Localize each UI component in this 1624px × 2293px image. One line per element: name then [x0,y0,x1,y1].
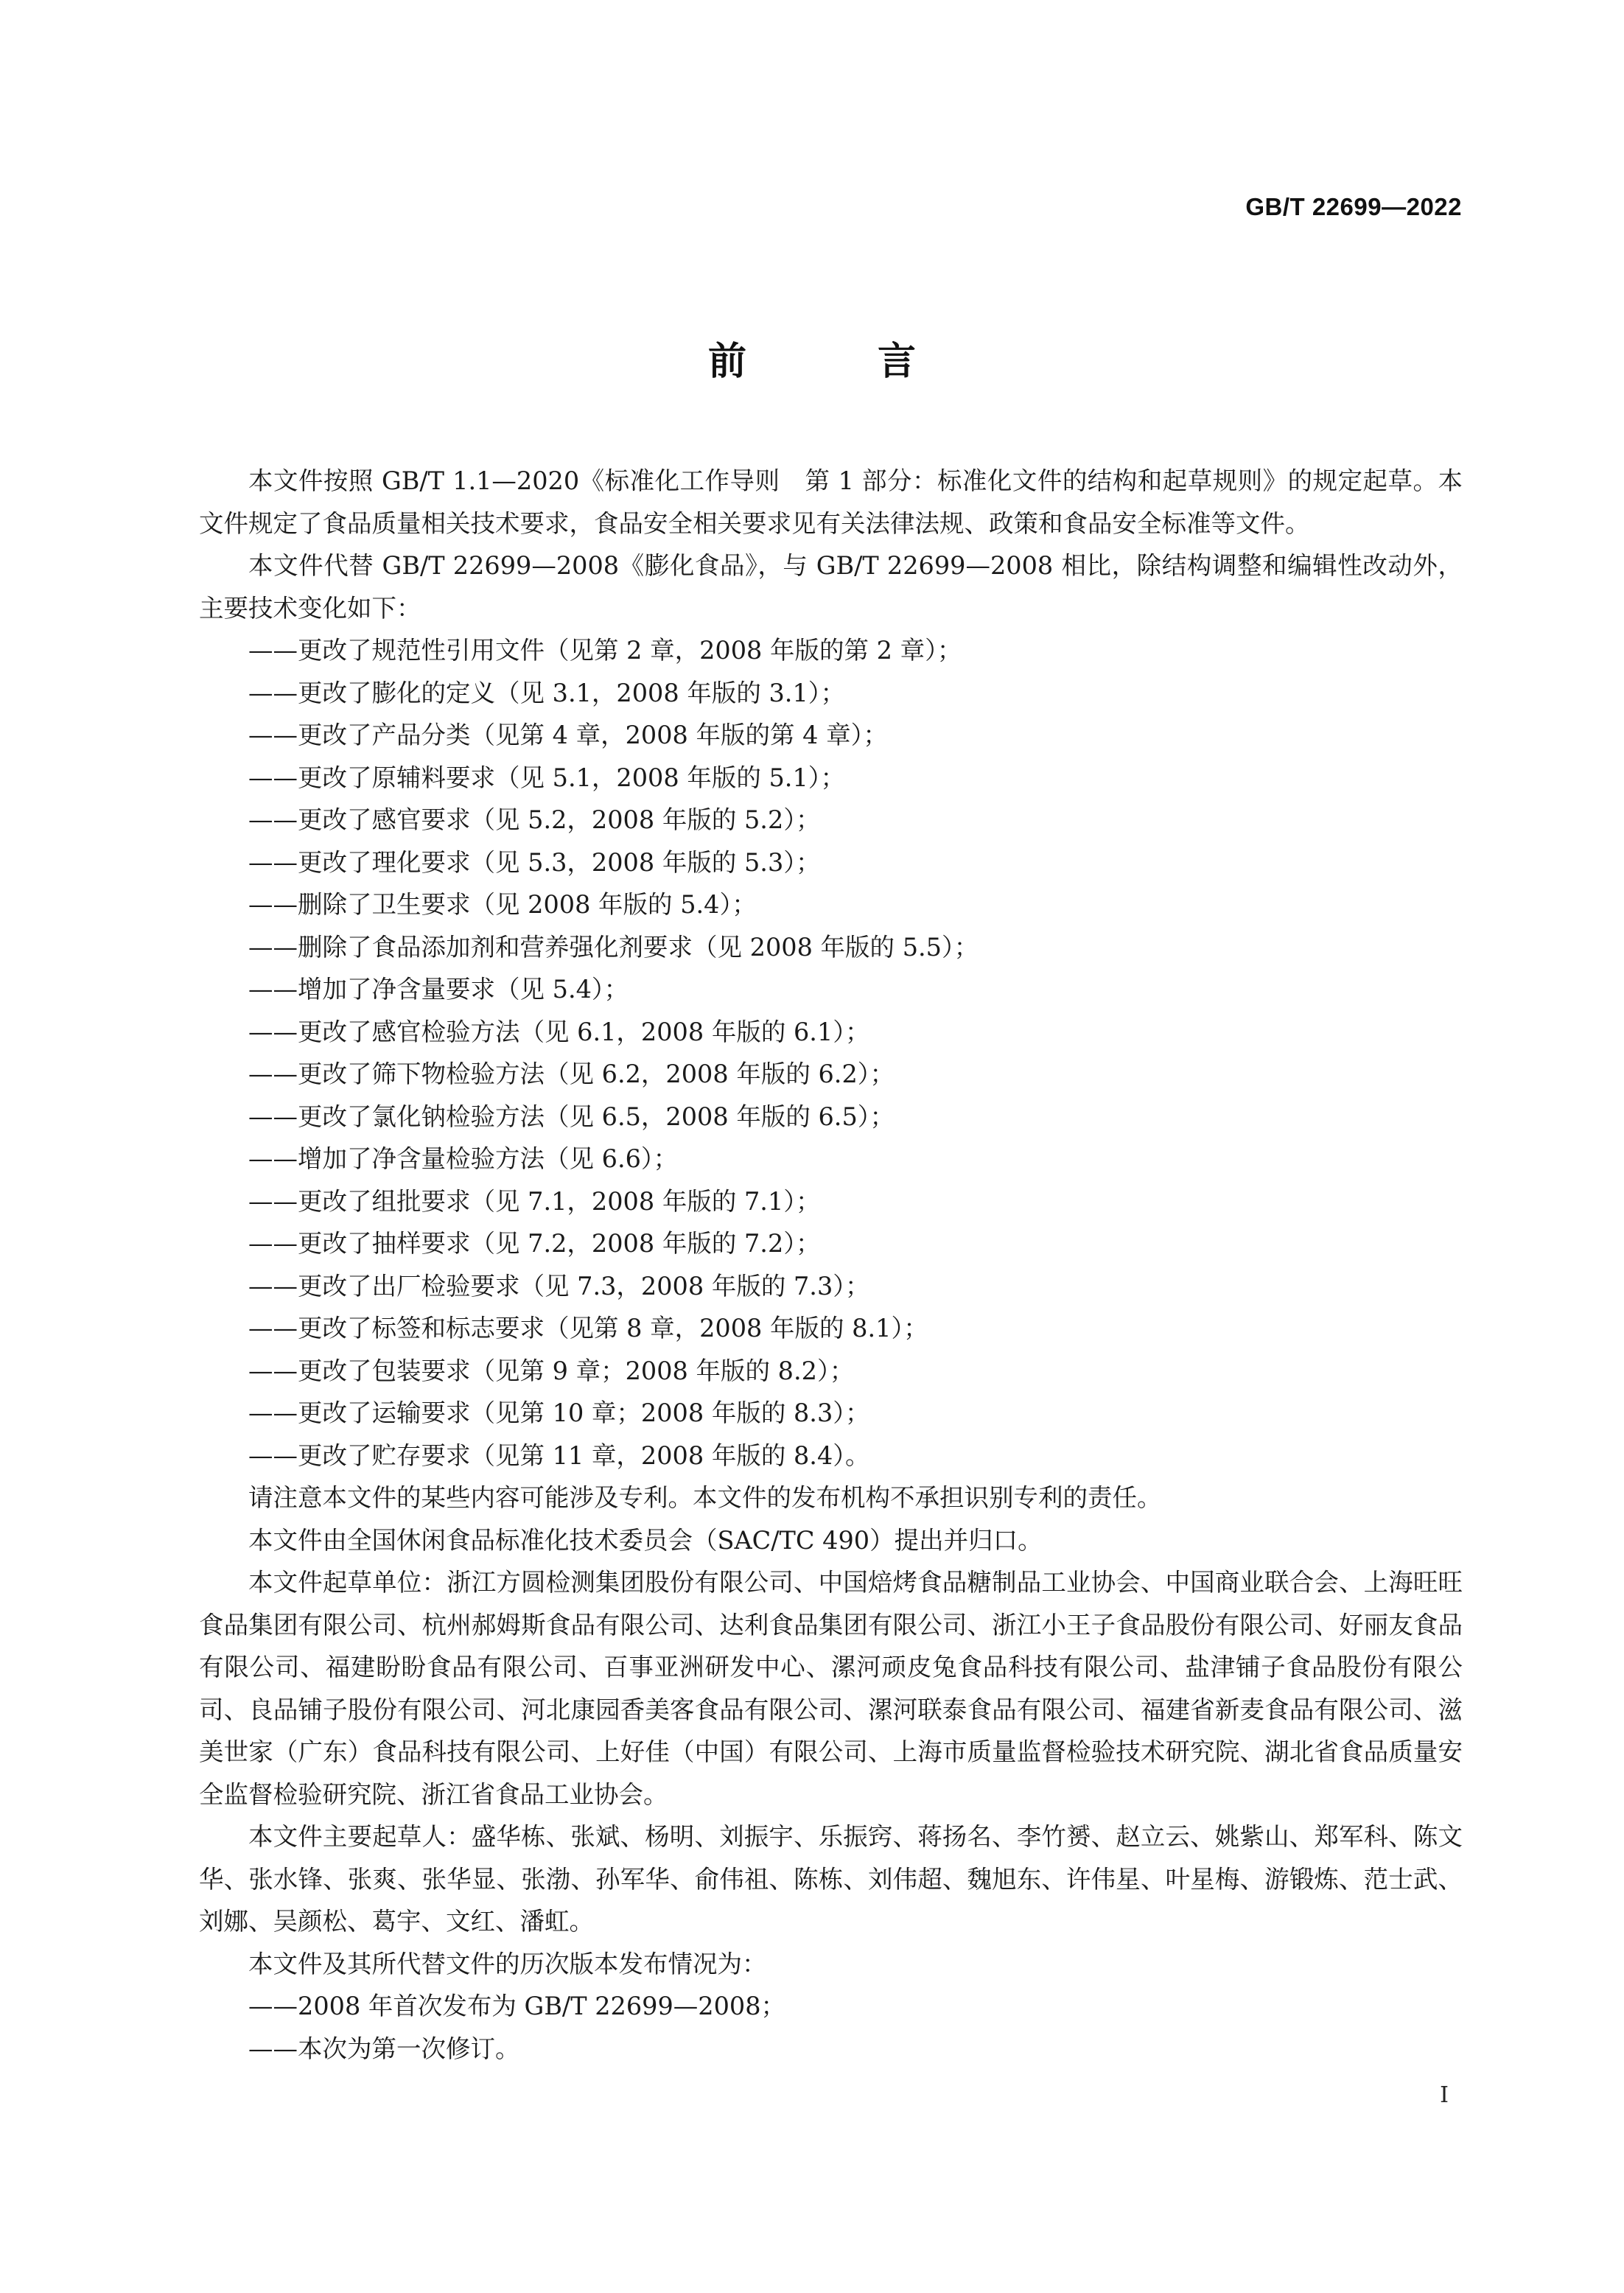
document-body [199,460,1463,2070]
intro-paragraph: 本文件按照 GB/T 1.1—2020《标准化工作导则 第 1 部分：标准化文件的结构和起草规则》的规定起草。本文件规定了食品质量相关技术要求，食品安全相关要求见有关法律法规、政策和食品安全标准等文件。 [199,466,1463,538]
list-item: ——更改了理化要求（见 5.3，2008 年版的 5.3）； [248,847,821,877]
drafting-units-paragraph: 本文件起草单位：浙江方圆检测集团股份有限公司、中国焙烤食品糖制品工业协会、中国商业联合会、上海旺旺食品集团有限公司、杭州郝姆斯食品有限公司、达利食品集团有限公司、浙江小王子食品股份有限公司、好丽友食品有限公司、福建盼盼食品有限公司、百事亚洲研发中心、漯河顽皮兔食品科技有限公司、盐津铺子食品股份有限公司、良品铺子股份有限公司、河北康园香美客食品有限公司、漯河联泰食品有限公司、福建省新麦食品有限公司、滋美世家（广东）食品科技有限公司、上好佳（中国）有限公司、上海市质量监督检验技术研究院、湖北省食品质量安全监督检验研究院、浙江省食品工业协会。 [199,1568,1463,1809]
list-item: ——删除了食品添加剂和营养强化剂要求（见 2008 年版的 5.5）； [248,932,979,962]
changes-list [199,629,1463,1477]
patent-notice: 请注意本文件的某些内容可能涉及专利。本文件的发布机构不承担识别专利的责任。 [248,1483,1162,1512]
list-item: ——更改了出厂检验要求（见 7.3，2008 年版的 7.3）； [248,1271,870,1300]
list-item: ——更改了筛下物检验方法（见 6.2，2008 年版的 6.2）； [248,1060,895,1088]
list-item: ——更改了贮存要求（见第 11 章，2008 年版的 8.4）。 [248,1440,870,1470]
list-item: ——更改了感官检验方法（见 6.1，2008 年版的 6.1）； [248,1017,870,1046]
list-item: ——更改了原辅料要求（见 5.1，2008 年版的 5.1）； [248,763,846,792]
history-intro: 本文件及其所代替文件的历次版本发布情况为： [248,1949,767,1978]
replacement-paragraph: 本文件代替 GB/T 22699—2008《膨化食品》，与 GB/T 22699—2008 相比，除结构调整和编辑性改动外，主要技术变化如下： [199,551,1463,623]
drafters-paragraph: 本文件主要起草人：盛华栋、张斌、杨明、刘振宇、乐振窍、蒋扬名、李竹赟、赵立云、姚紫山、郑军科、陈文华、张水锋、张爽、张华显、张渤、孙军华、俞伟祖、陈栋、刘伟超、魏旭东、许伟星、叶星梅、游锻炼、范士武、刘娜、吴颜松、葛宇、文红、潘虹。 [199,1822,1463,1936]
list-item: ——更改了产品分类（见第 4 章，2008 年版的第 4 章）； [248,721,888,749]
list-item: ——删除了卫生要求（见 2008 年版的 5.4）； [248,890,757,919]
list-item: ——更改了标签和标志要求（见第 8 章，2008 年版的 8.1）； [248,1314,928,1342]
list-item: ——更改了运输要求（见第 10 章；2008 年版的 8.3）； [248,1398,870,1427]
proposer-paragraph: 本文件由全国休闲食品标准化技术委员会（SAC/TC 490）提出并归口。 [248,1525,1043,1555]
list-item: ——更改了氯化钠检验方法（见 6.5，2008 年版的 6.5）； [248,1102,895,1131]
list-item: ——增加了净含量要求（见 5.4）； [248,975,629,1004]
list-item: ——更改了包装要求（见第 9 章；2008 年版的 8.2）； [248,1356,855,1385]
list-item: ——更改了膨化的定义（见 3.1，2008 年版的 3.1）； [248,678,846,707]
list-item: ——增加了净含量检验方法（见 6.6）； [248,1144,679,1173]
history-list [199,1985,1463,2070]
list-item: ——更改了抽样要求（见 7.2，2008 年版的 7.2）； [248,1229,821,1258]
list-item: ——更改了规范性引用文件（见第 2 章，2008 年版的第 2 章）； [248,636,962,665]
page-title: 前 言 [707,340,976,384]
standard-code: GB/T 22699—2022 [1245,193,1462,220]
page-number: I [1440,2082,1449,2108]
list-item: ——更改了组批要求（见 7.1，2008 年版的 7.1）； [248,1186,821,1216]
list-item: ——2008 年首次发布为 GB/T 22699—2008； [248,1992,786,2020]
list-item: ——本次为第一次修订。 [248,2034,520,2063]
list-item: ——更改了感官要求（见 5.2，2008 年版的 5.2）； [248,805,821,834]
